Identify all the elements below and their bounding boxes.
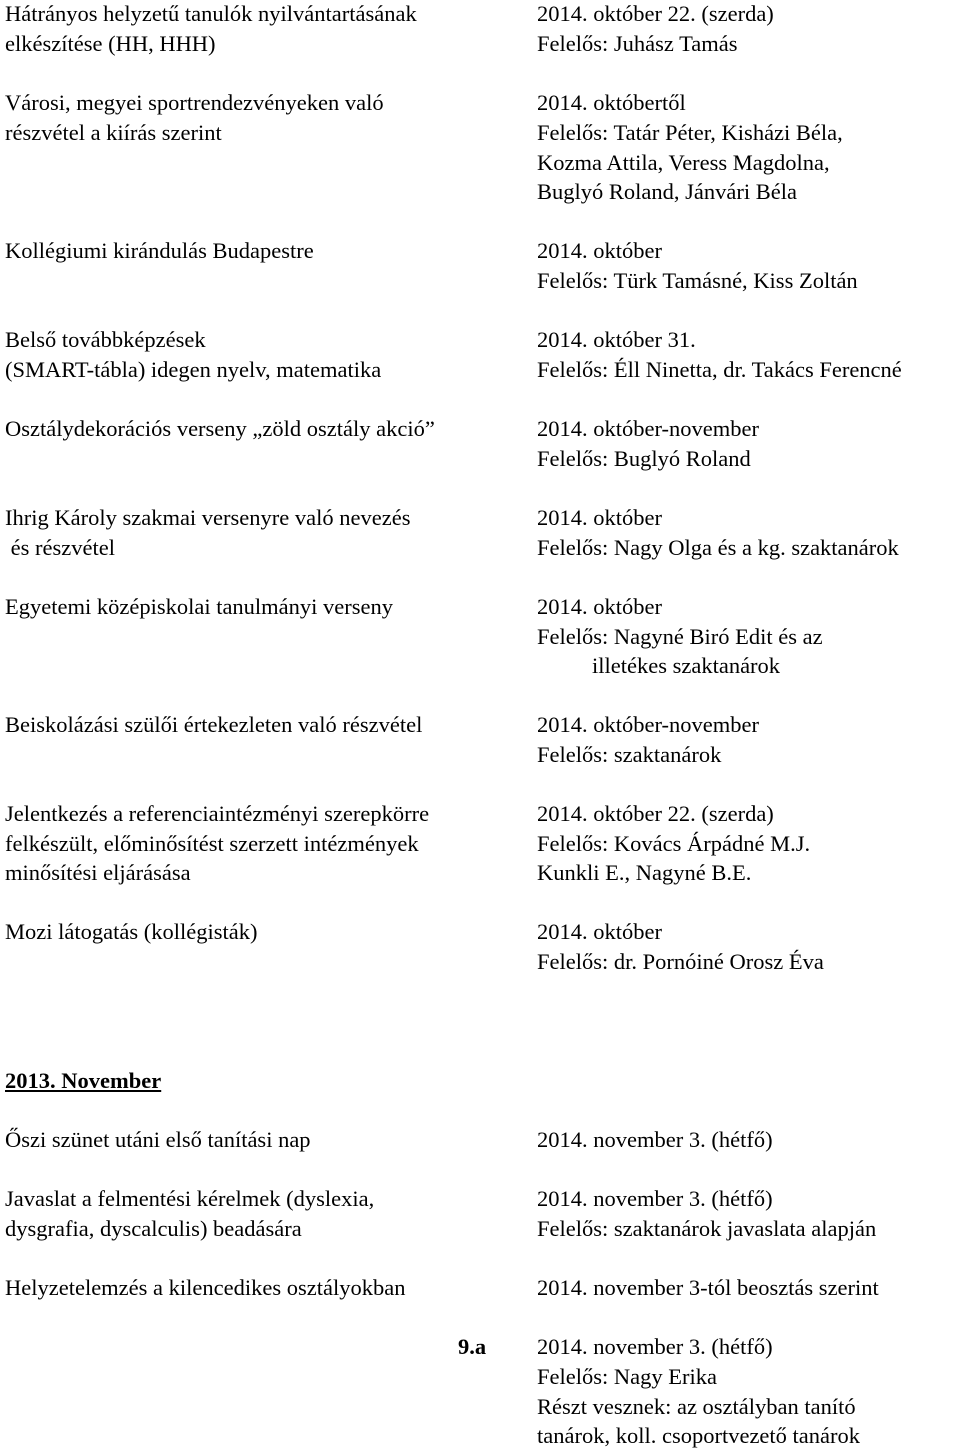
- activity-text: Mozi látogatás (kollégisták): [5, 919, 258, 944]
- participants-text: tanárok, koll. csoportvezető tanárok: [537, 1423, 861, 1448]
- responsible-text: Felelős: Kovács Árpádné M.J.: [537, 831, 811, 856]
- activity-text: Őszi szünet utáni első tanítási nap: [5, 1127, 311, 1152]
- date-text: 2014. október 22. (szerda): [537, 801, 774, 826]
- activity-text: Egyetemi középiskolai tanulmányi verseny: [5, 594, 394, 619]
- section-heading: 2013. November: [5, 1068, 162, 1093]
- responsible-text: Felelős: Tatár Péter, Kisházi Béla,: [537, 120, 843, 145]
- date-text: 2014. október 22. (szerda): [537, 1, 774, 26]
- responsible-text: illetékes szaktanárok: [592, 653, 781, 678]
- responsible-text: Kozma Attila, Veress Magdolna,: [537, 150, 830, 175]
- activity-text: Városi, megyei sportrendezvényeken való: [5, 90, 384, 115]
- activity-text: Hátrányos helyzetű tanulók nyilvántartásának: [5, 1, 417, 26]
- date-text: 2014. október 31.: [537, 327, 696, 352]
- responsible-text: Felelős: Nagy Erika: [537, 1364, 717, 1389]
- class-label: 9.a: [458, 1334, 487, 1359]
- date-text: 2014. november 3. (hétfő): [537, 1127, 773, 1152]
- activity-text: (SMART-tábla) idegen nyelv, matematika: [5, 357, 382, 382]
- responsible-text: Felelős: szaktanárok: [537, 742, 722, 767]
- date-text: 2014. október-november: [537, 416, 759, 441]
- activity-text: minősítési eljárásása: [5, 860, 191, 885]
- activity-text: részvétel a kiírás szerint: [5, 120, 222, 145]
- activity-text: és részvétel: [5, 535, 115, 560]
- activity-text: Belső továbbképzések: [5, 327, 206, 352]
- participants-text: Részt vesznek: az osztályban tanító: [537, 1394, 856, 1419]
- activity-text: elkészítése (HH, HHH): [5, 31, 216, 56]
- responsible-text: Felelős: Nagyné Biró Edit és az: [537, 624, 823, 649]
- responsible-text: Buglyó Roland, Jánvári Béla: [537, 179, 797, 204]
- responsible-text: Kunkli E., Nagyné B.E.: [537, 860, 752, 885]
- activity-text: dysgrafia, dyscalculis) beadására: [5, 1216, 302, 1241]
- activity-text: Osztálydekorációs verseny „zöld osztály akció”: [5, 416, 435, 441]
- responsible-text: Felelős: Türk Tamásné, Kiss Zoltán: [537, 268, 858, 293]
- activity-text: Jelentkezés a referenciaintézményi szerepkörre: [5, 801, 430, 826]
- responsible-text: Felelős: dr. Pornóiné Orosz Éva: [537, 949, 824, 974]
- date-text: 2014. októbertől: [537, 90, 686, 115]
- date-text: 2014. október: [537, 594, 662, 619]
- responsible-text: Felelős: Éll Ninetta, dr. Takács Ferencné: [537, 357, 902, 382]
- date-text: 2014. október-november: [537, 712, 759, 737]
- activity-text: felkészült, előminősítést szerzett intézmények: [5, 831, 419, 856]
- responsible-text: Felelős: Buglyó Roland: [537, 446, 751, 471]
- date-text: 2014. október: [537, 505, 662, 530]
- activity-text: Beiskolázási szülői értekezleten való részvétel: [5, 712, 423, 737]
- activity-text: Ihrig Károly szakmai versenyre való nevezés: [5, 505, 411, 530]
- responsible-text: Felelős: Nagy Olga és a kg. szaktanárok: [537, 535, 899, 560]
- responsible-text: Felelős: Juhász Tamás: [537, 31, 738, 56]
- date-text: 2014. október: [537, 919, 662, 944]
- date-text: 2014. november 3-tól beosztás szerint: [537, 1275, 879, 1300]
- activity-text: Javaslat a felmentési kérelmek (dyslexia,: [5, 1186, 375, 1211]
- date-text: 2014. november 3. (hétfő): [537, 1334, 773, 1359]
- responsible-text: Felelős: szaktanárok javaslata alapján: [537, 1216, 877, 1241]
- date-text: 2014. november 3. (hétfő): [537, 1186, 773, 1211]
- activity-text: Kollégiumi kirándulás Budapestre: [5, 238, 314, 263]
- activity-text: Helyzetelemzés a kilencedikes osztályokban: [5, 1275, 406, 1300]
- date-text: 2014. október: [537, 238, 662, 263]
